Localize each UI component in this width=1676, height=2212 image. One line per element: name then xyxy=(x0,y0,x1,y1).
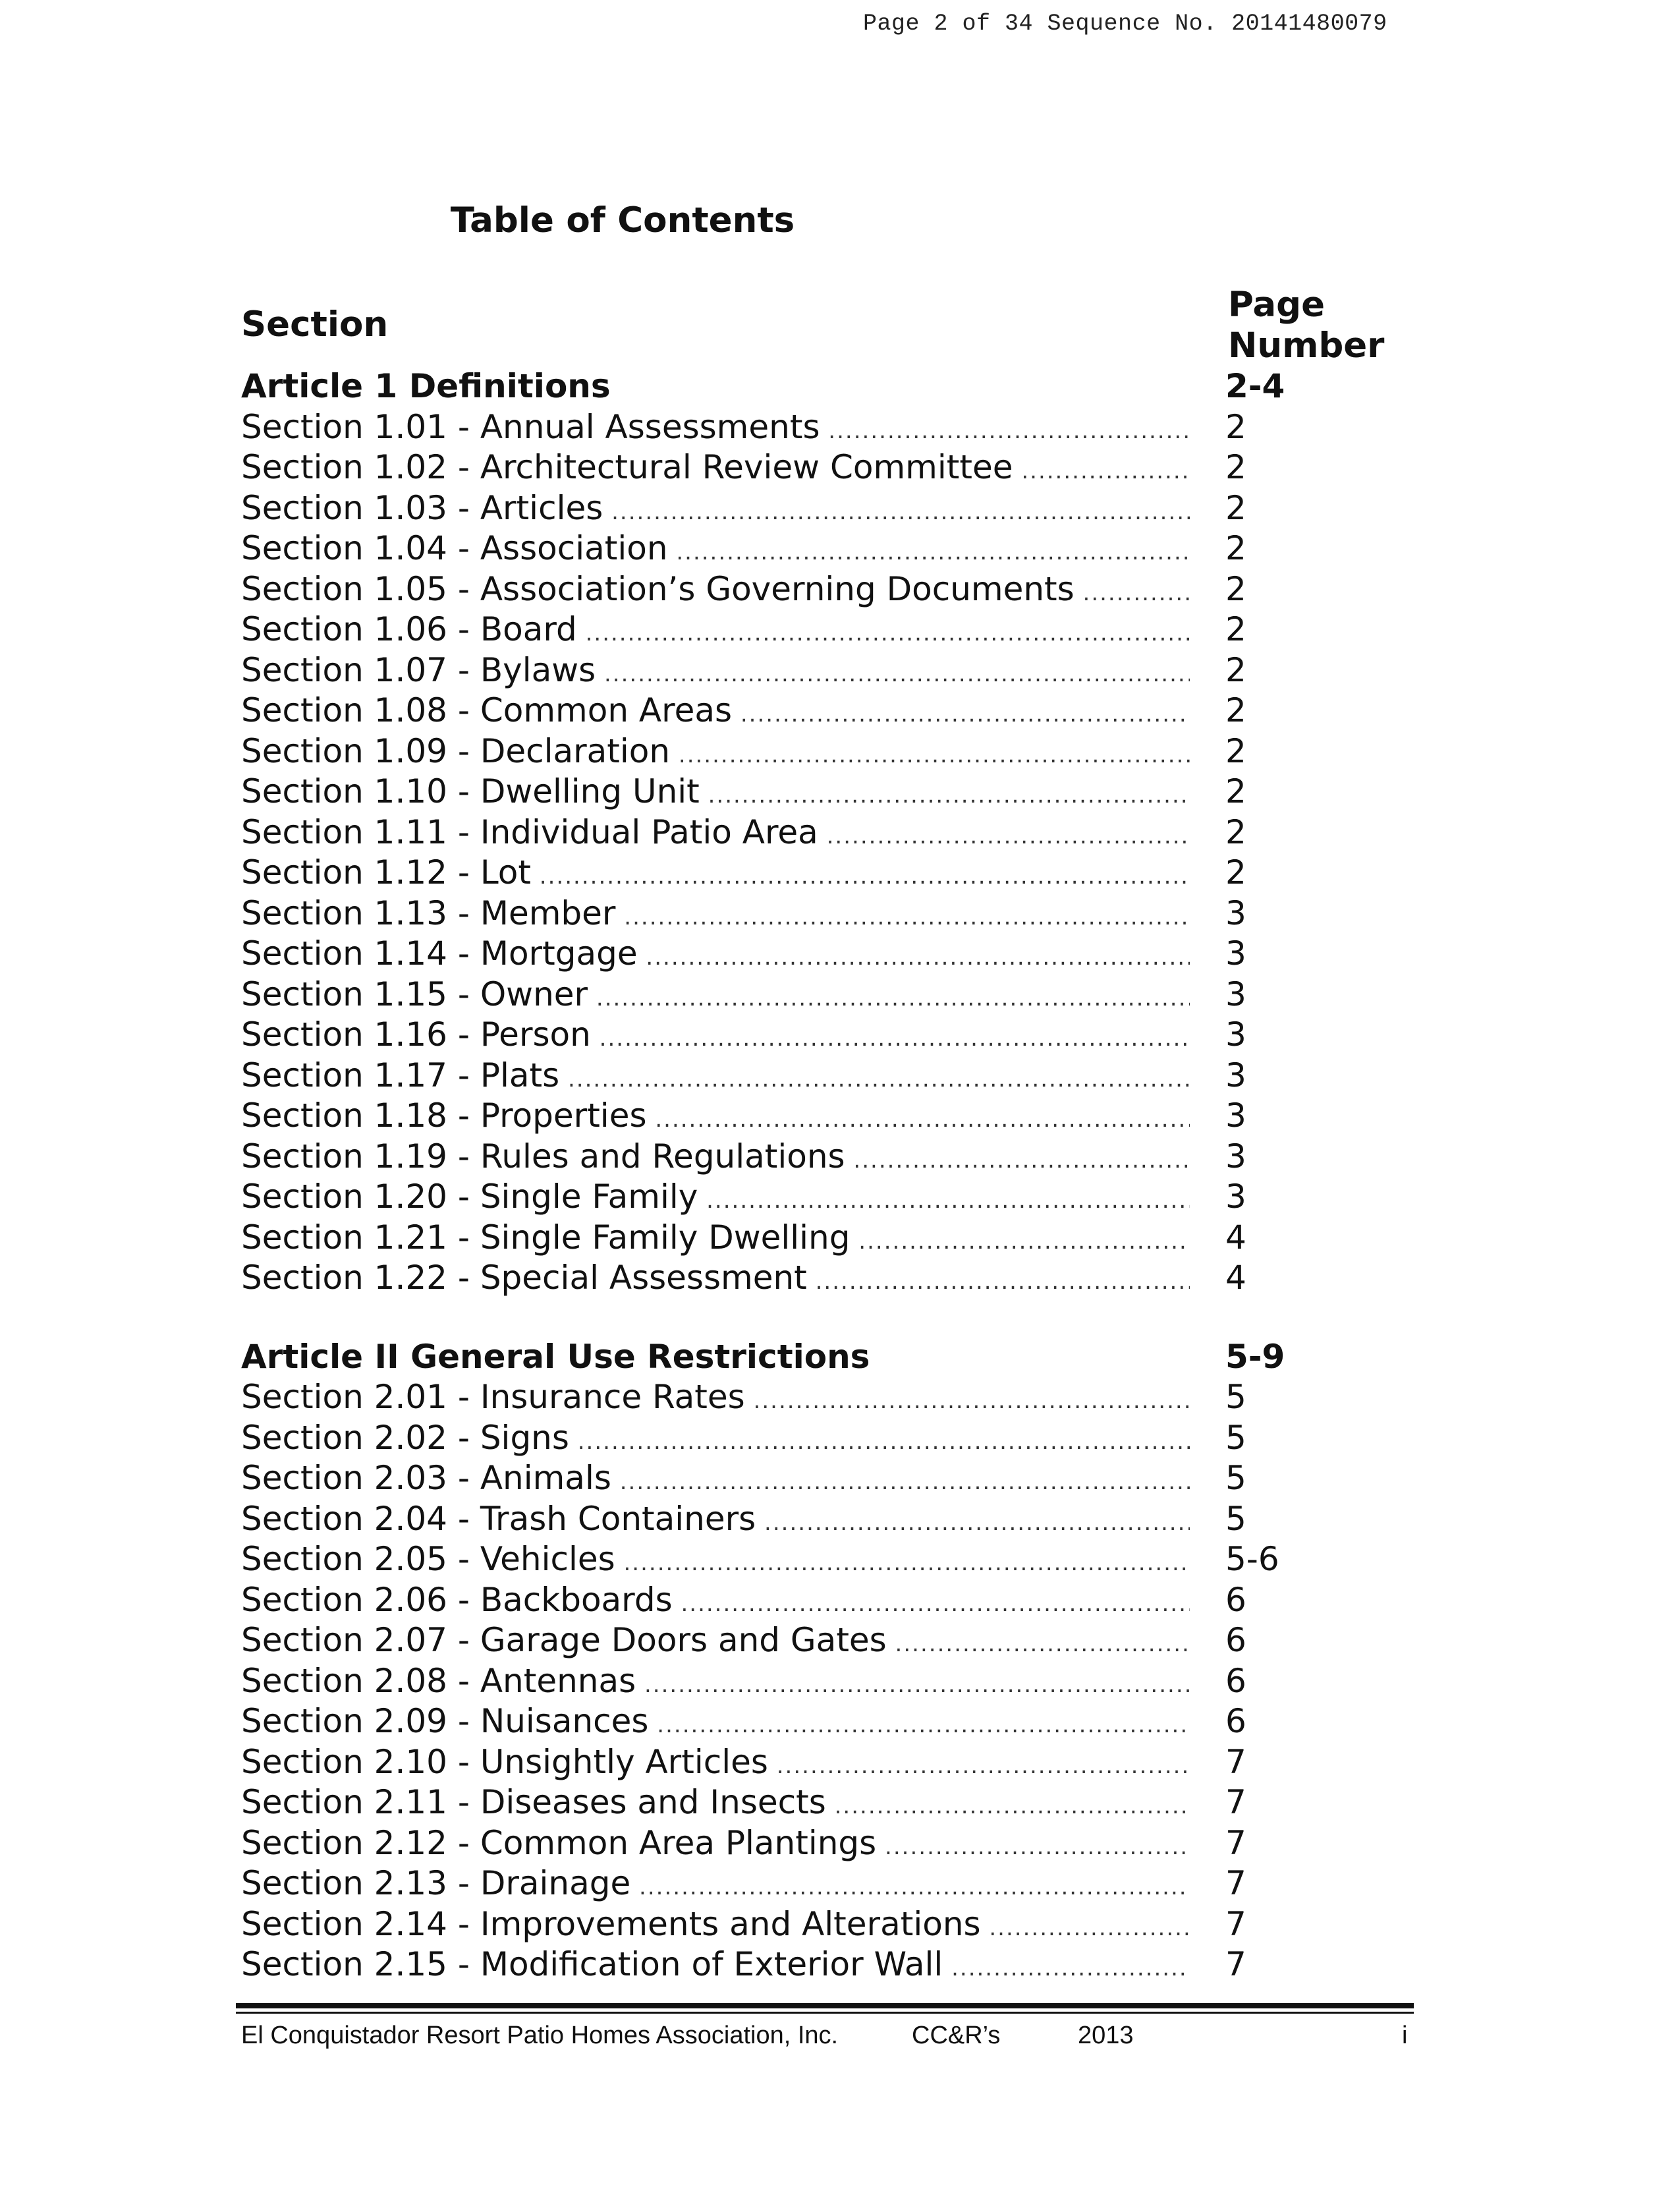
toc-entry-page: 6 xyxy=(1225,1580,1246,1619)
toc-entry-label: Section 2.04 - Trash Containers ..... xyxy=(241,1500,1190,1538)
toc-entry-row[interactable] xyxy=(241,975,1361,1015)
toc-entry-row[interactable] xyxy=(241,934,1361,975)
toc-entry-row[interactable] xyxy=(241,1742,1361,1783)
toc-entry-cell xyxy=(241,1377,1190,1422)
toc-entry-label: Section 1.12 - Lot ..... xyxy=(241,853,1190,892)
article-page-range: 5-9 xyxy=(1225,1337,1285,1376)
toc-entry-page: 7 xyxy=(1225,1823,1246,1862)
toc-entry-page: 7 xyxy=(1225,1945,1246,1983)
article-block xyxy=(241,1337,1361,1985)
toc-entry-page: 2 xyxy=(1225,407,1246,446)
toc-entry-cell xyxy=(241,934,1190,978)
toc-entry-row[interactable] xyxy=(241,488,1361,529)
toc-entry-cell xyxy=(241,1863,1190,1908)
toc-entry-label: Section 2.13 - Drainage ..... xyxy=(241,1864,1190,1902)
toc-entry-row[interactable] xyxy=(241,772,1361,812)
toc-entry-row[interactable] xyxy=(241,1137,1361,1177)
toc-entry-page: 5 xyxy=(1225,1459,1246,1497)
toc-entry-cell xyxy=(241,650,1190,695)
footer-page-number: i xyxy=(1402,2022,1408,2049)
toc-entry-label: Section 2.07 - Garage Doors and Gates ..... xyxy=(241,1621,1190,1659)
toc-entry-row[interactable] xyxy=(241,447,1361,488)
toc-entry-cell xyxy=(241,1096,1190,1141)
toc-entry-page: 7 xyxy=(1225,1864,1246,1902)
toc-entry-row[interactable] xyxy=(241,1944,1361,1985)
toc-entry-row[interactable] xyxy=(241,812,1361,853)
toc-entry-row[interactable] xyxy=(241,1499,1361,1540)
toc-entry-label: Section 2.12 - Common Area Plantings ..... xyxy=(241,1824,1190,1862)
toc-entry-page: 2 xyxy=(1225,772,1246,810)
toc-entry-label: Section 2.10 - Unsightly Articles ..... xyxy=(241,1743,1190,1781)
toc-entry-row[interactable] xyxy=(241,1096,1361,1137)
toc-entry-page: 5 xyxy=(1225,1418,1246,1457)
toc-entry-cell xyxy=(241,610,1190,654)
toc-entry-page: 3 xyxy=(1225,975,1246,1013)
article-heading-row[interactable] xyxy=(241,366,1361,407)
toc-entry-label: Section 1.05 - Association’s Governing Documents ..... xyxy=(241,570,1190,608)
toc-entry-page: 2 xyxy=(1225,650,1246,689)
page-sequence-header: Page 2 of 34 Sequence No. 20141480079 xyxy=(863,11,1387,37)
toc-entry-page: 2 xyxy=(1225,812,1246,851)
toc-entry-row[interactable] xyxy=(241,1823,1361,1864)
toc-entry-label: Section 1.03 - Articles ..... xyxy=(241,489,1190,527)
toc-entry-page: 3 xyxy=(1225,1177,1246,1216)
toc-entry-label: Section 1.02 - Architectural Review Committee ..... xyxy=(241,448,1190,486)
toc-entry-cell xyxy=(241,1782,1190,1827)
toc-entry-row[interactable] xyxy=(241,1015,1361,1056)
article-title-cell xyxy=(241,1337,1190,1382)
article-title: Article II General Use Restrictions xyxy=(241,1337,870,1376)
toc-entry-label: Section 1.13 - Member ..... xyxy=(241,894,1190,932)
article-title-cell xyxy=(241,366,1190,411)
toc-entry-page: 2 xyxy=(1225,691,1246,729)
toc-entry-row[interactable] xyxy=(241,1218,1361,1259)
footer-rule-thick xyxy=(236,2003,1414,2008)
toc-entry-cell xyxy=(241,772,1190,816)
toc-entry-cell xyxy=(241,1056,1190,1100)
toc-entry-row[interactable] xyxy=(241,1056,1361,1096)
toc-entry-page: 5 xyxy=(1225,1378,1246,1416)
toc-entry-row[interactable] xyxy=(241,1782,1361,1823)
toc-entry-cell xyxy=(241,1177,1190,1222)
toc-entry-page: 4 xyxy=(1225,1259,1246,1297)
page-title: Table of Contents xyxy=(450,200,795,241)
toc-entry-label: Section 2.03 - Animals ..... xyxy=(241,1459,1190,1497)
toc-entry-page: 5-6 xyxy=(1225,1540,1279,1578)
toc-entry-label: Section 1.07 - Bylaws ..... xyxy=(241,651,1190,689)
article-block xyxy=(241,366,1361,1299)
toc-entry-row[interactable] xyxy=(241,610,1361,650)
toc-entry-label: Section 2.08 - Antennas ..... xyxy=(241,1662,1190,1700)
toc-entry-label: Section 2.15 - Modification of Exterior Wall ..... xyxy=(241,1945,1190,1983)
footer-rule-thin xyxy=(236,2012,1414,2014)
toc-entry-row[interactable] xyxy=(241,1620,1361,1661)
toc-entry-cell xyxy=(241,853,1190,897)
toc-entry-label: Section 1.16 - Person ..... xyxy=(241,1015,1190,1054)
toc-entry-row[interactable] xyxy=(241,691,1361,731)
article-page-range: 2-4 xyxy=(1225,367,1285,405)
toc-entry-cell xyxy=(241,1904,1190,1949)
toc-entry-cell xyxy=(241,1218,1190,1262)
toc-entry-cell xyxy=(241,893,1190,938)
toc-entry-label: Section 1.18 - Properties ..... xyxy=(241,1096,1190,1135)
toc-entry-page: 7 xyxy=(1225,1904,1246,1943)
toc-entry-label: Section 1.11 - Individual Patio Area ..... xyxy=(241,813,1190,851)
toc-entry-cell xyxy=(241,407,1190,452)
article-title: Article 1 Definitions xyxy=(241,367,611,405)
toc-entry-page: 7 xyxy=(1225,1742,1246,1781)
toc-entry-page: 2 xyxy=(1225,569,1246,608)
toc-entry-label: Section 1.14 - Mortgage ..... xyxy=(241,934,1190,973)
toc-entry-page: 3 xyxy=(1225,1096,1246,1135)
toc-entry-row[interactable] xyxy=(241,1377,1361,1418)
toc-entry-row[interactable] xyxy=(241,1701,1361,1742)
toc-entry-page: 6 xyxy=(1225,1702,1246,1740)
toc-entry-row[interactable] xyxy=(241,650,1361,691)
toc-entry-label: Section 2.05 - Vehicles ..... xyxy=(241,1540,1190,1578)
toc-entry-cell xyxy=(241,1015,1190,1060)
toc-entry-label: Section 2.01 - Insurance Rates ..... xyxy=(241,1378,1190,1416)
toc-entry-cell xyxy=(241,1258,1190,1303)
toc-entry-label: Section 1.06 - Board ..... xyxy=(241,610,1190,648)
toc-entry-label: Section 1.21 - Single Family Dwelling ..... xyxy=(241,1218,1190,1257)
toc-entry-row[interactable] xyxy=(241,731,1361,772)
toc-entry-label: Section 1.09 - Declaration ..... xyxy=(241,732,1190,770)
toc-entry-page: 5 xyxy=(1225,1499,1246,1538)
toc-entry-page: 6 xyxy=(1225,1661,1246,1700)
page-heading-line-1: Page xyxy=(1228,285,1326,325)
toc-entry-page: 2 xyxy=(1225,853,1246,892)
section-column-heading: Section xyxy=(241,304,389,345)
toc-entry-cell xyxy=(241,1742,1190,1787)
toc-entry-row[interactable] xyxy=(241,1458,1361,1499)
toc-entry-row[interactable] xyxy=(241,528,1361,569)
toc-entry-page: 6 xyxy=(1225,1621,1246,1659)
toc-entry-label: Section 2.02 - Signs ..... xyxy=(241,1419,1190,1457)
toc-entry-row[interactable] xyxy=(241,1661,1361,1702)
toc-entry-label: Section 1.19 - Rules and Regulations ..... xyxy=(241,1137,1190,1176)
toc-entry-page: 2 xyxy=(1225,610,1246,648)
toc-entry-page: 3 xyxy=(1225,1056,1246,1094)
toc-entry-row[interactable] xyxy=(241,1863,1361,1904)
toc-entry-page: 3 xyxy=(1225,934,1246,973)
toc-entry-row[interactable] xyxy=(241,853,1361,893)
toc-entry-label: Section 1.17 - Plats ..... xyxy=(241,1056,1190,1094)
toc-entry-cell xyxy=(241,1137,1190,1181)
toc-entry-row[interactable] xyxy=(241,893,1361,934)
toc-entry-row[interactable] xyxy=(241,407,1361,448)
toc-entry-label: Section 1.10 - Dwelling Unit ..... xyxy=(241,772,1190,810)
toc-entry-label: Section 2.09 - Nuisances ..... xyxy=(241,1702,1190,1740)
toc-entry-cell xyxy=(241,731,1190,776)
toc-entry-cell xyxy=(241,1539,1190,1584)
toc-entry-page: 4 xyxy=(1225,1218,1246,1257)
footer-year: 2013 xyxy=(1078,2022,1134,2049)
toc-entry-label: Section 1.15 - Owner ..... xyxy=(241,975,1190,1013)
toc-entry-cell xyxy=(241,1823,1190,1868)
toc-entry-row[interactable] xyxy=(241,569,1361,610)
toc-entry-cell xyxy=(241,1499,1190,1544)
toc-entry-cell xyxy=(241,569,1190,614)
toc-entry-label: Section 2.11 - Diseases and Insects ..... xyxy=(241,1783,1190,1821)
toc-entry-label: Section 1.04 - Association ..... xyxy=(241,529,1190,567)
toc-entry-cell xyxy=(241,812,1190,857)
toc-entry-cell xyxy=(241,975,1190,1019)
toc-entry-label: Section 1.20 - Single Family ..... xyxy=(241,1177,1190,1216)
toc-entry-cell xyxy=(241,488,1190,533)
toc-entry-cell xyxy=(241,1418,1190,1463)
toc-entry-page: 3 xyxy=(1225,1137,1246,1176)
toc-entry-label: Section 2.14 - Improvements and Alterations ..... xyxy=(241,1905,1190,1943)
footer-organization: El Conquistador Resort Patio Homes Association, Inc. xyxy=(241,2022,839,2049)
toc-entry-label: Section 1.08 - Common Areas ..... xyxy=(241,691,1190,729)
toc-entry-page: 7 xyxy=(1225,1783,1246,1821)
toc-entry-page: 2 xyxy=(1225,488,1246,527)
toc-entry-cell xyxy=(241,1580,1190,1625)
footer-document-name: CC&R’s xyxy=(912,2022,1001,2049)
toc-entry-cell xyxy=(241,1620,1190,1665)
toc-entry-row[interactable] xyxy=(241,1258,1361,1299)
toc-entry-row[interactable] xyxy=(241,1539,1361,1580)
toc-entry-page: 3 xyxy=(1225,1015,1246,1054)
toc-entry-cell xyxy=(241,528,1190,573)
table-of-contents xyxy=(241,366,1361,1985)
toc-entry-cell xyxy=(241,1661,1190,1706)
toc-entry-row[interactable] xyxy=(241,1904,1361,1945)
article-heading-row[interactable] xyxy=(241,1337,1361,1378)
toc-entry-label: Section 1.22 - Special Assessment ..... xyxy=(241,1259,1190,1297)
page-heading-line-2: Number xyxy=(1228,326,1385,366)
toc-entry-row[interactable] xyxy=(241,1580,1361,1621)
toc-entry-label: Section 2.06 - Backboards ..... xyxy=(241,1581,1190,1619)
toc-entry-cell xyxy=(241,1944,1190,1989)
toc-entry-page: 2 xyxy=(1225,529,1246,567)
toc-entry-label: Section 1.01 - Annual Assessments ..... xyxy=(241,408,1190,446)
toc-entry-cell xyxy=(241,1458,1190,1503)
toc-entry-cell xyxy=(241,1701,1190,1746)
toc-entry-page: 2 xyxy=(1225,448,1246,486)
page-number-column-heading xyxy=(1228,285,1426,366)
toc-entry-cell xyxy=(241,447,1190,492)
toc-entry-row[interactable] xyxy=(241,1177,1361,1218)
toc-entry-row[interactable] xyxy=(241,1418,1361,1459)
toc-entry-cell xyxy=(241,691,1190,735)
toc-entry-page: 3 xyxy=(1225,893,1246,932)
toc-entry-page: 2 xyxy=(1225,731,1246,770)
